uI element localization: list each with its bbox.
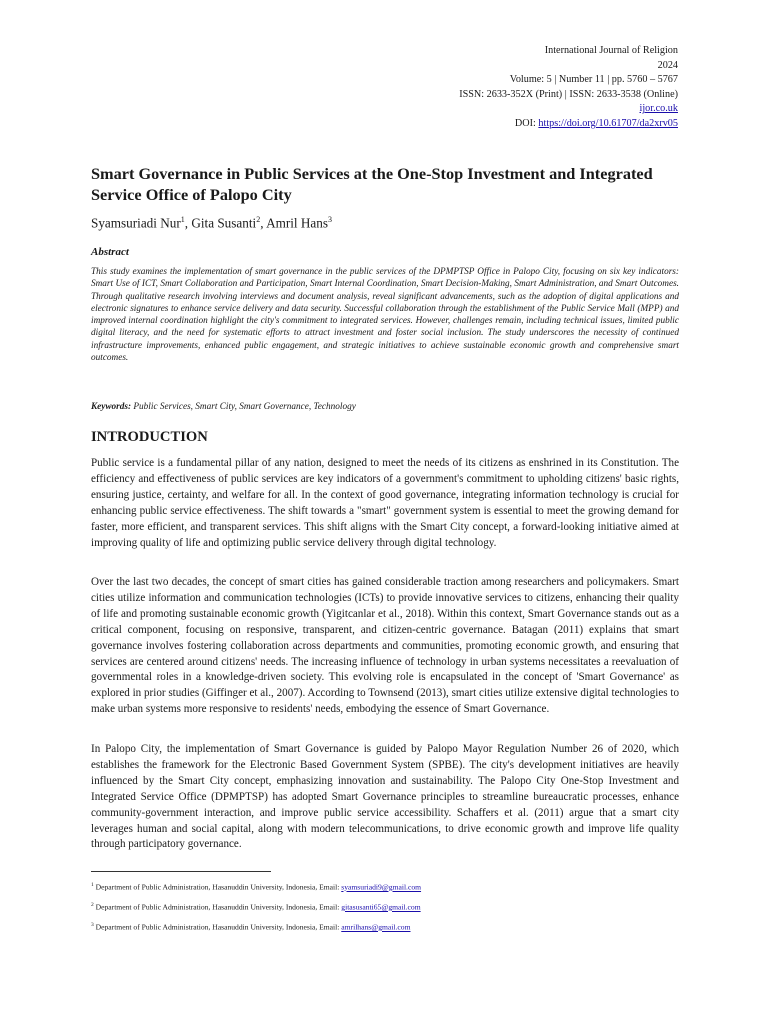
- paper-title: Smart Governance in Public Services at the One-Stop Investment and Integrated Service Office of Palopo City: [91, 164, 653, 204]
- doi-link[interactable]: https://doi.org/10.61707/da2xrv05: [538, 117, 678, 129]
- abstract-text: This study examines the implementation of smart governance in the public services of the DPMPTSP Office in Palopo City, focusing on six key indicators: Smart Use of ICT, Smart Collaboration and Participation, Smart Internal Coordination, Smart Decision-Making, Smart Administration, and Smart Outcomes. Through qualitative research involving interviews and document analysis, reveal significant advancements, such as the adoption of digital applications and electronic signatures to enhance service delivery and data security. Successful collaboration through the establishment of the Public Service Mall (MPP) and improved internal coordination highlight the city's commitment to integrated services. However, challenges remain, including technical issues, limited public digital literacy, and the need for systematic efforts to attract investment and foster social inclusion. The study underscores the necessity of continued infrastructure improvements, enhanced public engagement, and strategic initiatives to achieve sustainable economic growth and comprehensive smart outcomes.: [91, 267, 679, 363]
- body-paragraph: Over the last two decades, the concept of smart cities has gained considerable traction among researchers and policymakers. Smart cities utilize information and communication technologies (ICTs) to provide innovative services to citizens, enhancing their quality of life and promoting sustainable economic growth (Yigitcanlar et al., 2018). Within this context, Smart Governance stands out as a critical component, focusing on responsive, transparent, and citizen-centric governance. Batagan (2011) explains that smart governance involves fostering collaboration across departments and communities, promoting economic growth, and ensuring that services are centered around citizens' needs. The increasing influence of technology in urban systems necessitates a reevaluation of governmental roles in a knowledge-driven society. This evolving role is encapsulated in the concept of 'Smart Governance' as explored in prior studies (Giffinger et al., 2007). According to Townsend (2013), smart cities utilize extensive digital technologies to make urban systems more responsive to residents' needs, embodying the essence of Smart Governance.: [91, 576, 679, 716]
- footnote-mark: 1: [91, 882, 94, 888]
- footnote-text: Department of Public Administration, Hasanuddin University, Indonesia, Email:: [93, 902, 342, 912]
- footnote: [91, 920, 411, 933]
- keywords-text: Public Services, Smart City, Smart Governance, Technology: [133, 402, 356, 412]
- footnote-text: Department of Public Administration, Hasanuddin University, Indonesia, Email:: [93, 922, 342, 932]
- volume-info: Volume: 5 | Number 11 | pp. 5760 – 5767: [509, 74, 678, 86]
- journal-header: [459, 44, 678, 132]
- author-name: Amril Hans: [266, 215, 328, 231]
- abstract-heading: Abstract: [91, 246, 129, 258]
- author-name: Gita Susanti: [191, 215, 257, 231]
- journal-name: International Journal of Religion: [544, 45, 678, 56]
- footnote-mark: 2: [91, 902, 94, 908]
- journal-site-link[interactable]: ijor.co.uk: [639, 103, 678, 115]
- journal-year: 2024: [657, 59, 678, 71]
- footnote: [91, 900, 421, 913]
- author-affiliation-mark: 2: [256, 215, 261, 224]
- footnote-mark: 3: [91, 922, 94, 928]
- body-paragraph: In Palopo City, the implementation of Smart Governance is guided by Palopo Mayor Regulation Number 26 of 2020, which establishes the framework for the Electronic Based Government System (SPBE). The city's development initiatives are heavily influenced by the Smart City concept, emphasizing innovation and sustainability. The Palopo City One-Stop Investment and Integrated Service Office (DPMPTSP) has adopted Smart Governance principles to streamline bureaucratic processes, enhance community-government interaction, and improve public service accessibility. Schaffers et al. (2011) argue that a smart city leverages human and social capital, along with modern telecommunications, to drive economic growth and improve life quality through participatory governance.: [91, 743, 679, 851]
- author-name: Syamsuriadi Nur: [91, 215, 181, 231]
- issn-info: ISSN: 2633-352X (Print) | ISSN: 2633-3538 (Online): [459, 88, 678, 100]
- author-affiliation-mark: 1: [180, 215, 185, 224]
- footnote: [91, 880, 421, 893]
- section-heading-introduction: INTRODUCTION: [91, 429, 208, 445]
- doi-label: DOI:: [514, 117, 539, 129]
- body-paragraph: Public service is a fundamental pillar of any nation, designed to meet the needs of its citizens as enshrined in its Constitution. The efficiency and effectiveness of public services are key indicators of a government's commitment to upholding citizens' basic rights, ensuring justice, certainty, and welfare for all. In the context of good governance, integrating information technology is crucial for enhancing public service effectiveness. The shift towards a "smart" government system is essential to meet the growing demand for faster, more efficient, and transparent services. This shift aligns with the Smart City concept, a forward-looking initiative aimed at improving quality of life and optimizing public service delivery through digital technology.: [91, 457, 679, 549]
- author-list: Syamsuriadi Nur$^1$, Gita Susanti$^2$, Amril Hans$^3$: [91, 215, 332, 231]
- doi-line: [459, 117, 678, 132]
- author-affiliation-mark: 3: [327, 215, 332, 224]
- keywords-line: [91, 401, 356, 414]
- footnote-divider: [91, 871, 271, 872]
- email-link[interactable]: gitasusanti65@gmail.com: [341, 902, 421, 912]
- email-link[interactable]: amrilhans@gmail.com: [341, 922, 411, 932]
- email-link[interactable]: syamsuriadi9@gmail.com: [341, 882, 422, 892]
- footnote-text: Department of Public Administration, Hasanuddin University, Indonesia, Email:: [93, 882, 342, 892]
- keywords-label: Keywords:: [91, 402, 132, 412]
